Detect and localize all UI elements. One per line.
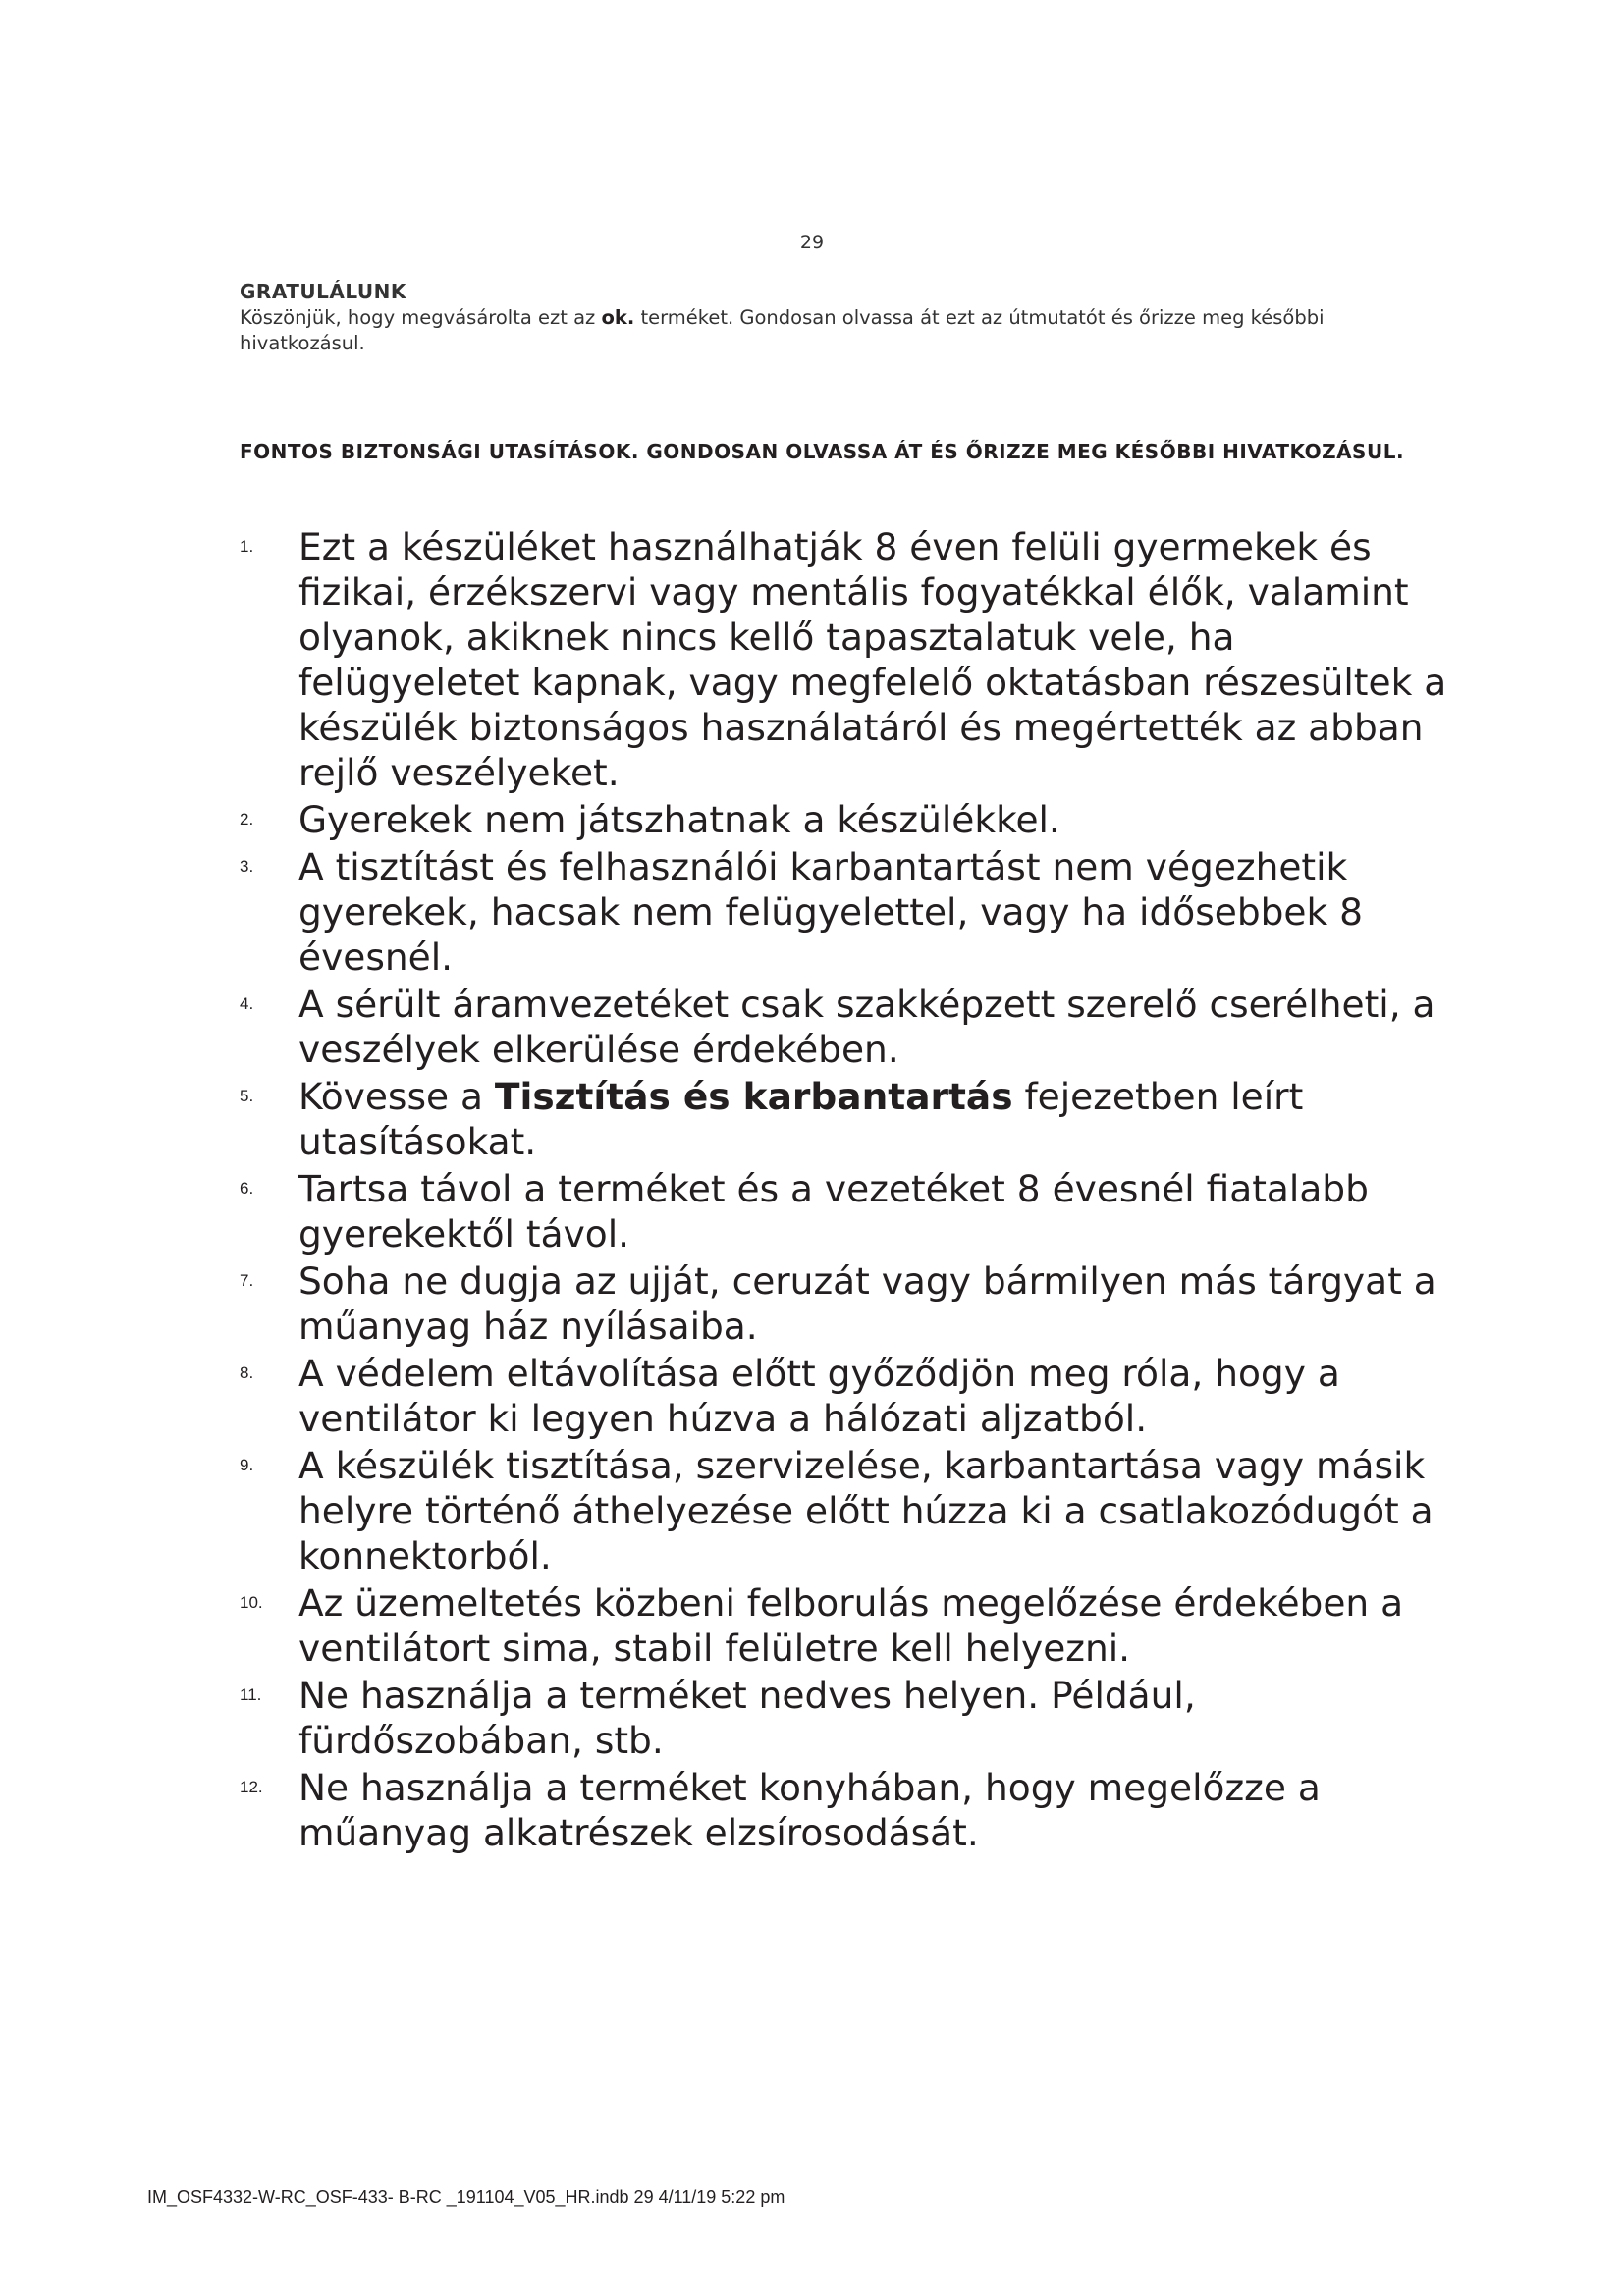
safety-item-11 [240, 1673, 1447, 1763]
item-number: 1. [240, 537, 254, 556]
item-text: Ne használja a terméket konyhában, hogy megelőzze a műanyag alkatrészek elzsírosodását. [298, 1766, 1321, 1854]
print-footer: IM_OSF4332-W-RC_OSF-433- B-RC _191104_V05_HR.indb 29 4/11/19 5:22 pm [147, 2187, 785, 2207]
intro-heading: GRATULÁLUNK [240, 280, 406, 303]
item-text: A sérült áramvezetéket csak szakképzett szerelő cserélheti, a veszélyek elkerülése érdekében. [298, 983, 1435, 1071]
item-text [298, 1074, 1447, 1164]
item-text: A tisztítást és felhasználói karbantartást nem végezhetik gyerekek, hacsak nem felügyelettel, vagy ha idősebbek 8 évesnél. [298, 845, 1364, 979]
item-number: 5. [240, 1087, 254, 1105]
item-text: Ne használja a terméket nedves helyen. Például, fürdőszobában, stb. [298, 1674, 1196, 1762]
item-text-after: fejezetben leírt utasításokat. [298, 1075, 1304, 1163]
item-text: Tartsa távol a terméket és a vezetéket 8 évesnél fiatalabb gyerekektől távol. [298, 1167, 1369, 1255]
item-text: Ezt a készüléket használhatják 8 éven felüli gyermekek és fizikai, érzékszervi vagy mentális fogyatékkal élők, valamint olyanok, akiknek nincs kellő tapasztalatuk vele, ha felügyeletet kapnak, vagy megfelelő oktatásban részesültek a készülék biztonságos használatáról és megértették az abban rejlő veszélyeket. [298, 525, 1447, 794]
item-number: 7. [240, 1271, 254, 1290]
item-text: Gyerekek nem játszhatnak a készülékkel. [298, 798, 1060, 841]
item-text: A védelem eltávolítása előtt győződjön meg róla, hogy a ventilátor ki legyen húzva a hálózati aljzatból. [298, 1352, 1340, 1440]
safety-item-1 [240, 524, 1447, 795]
safety-item-3 [240, 844, 1447, 980]
item-text-before: Kövesse a [298, 1075, 495, 1118]
item-number: 9. [240, 1456, 254, 1474]
page-number: 29 [799, 232, 825, 253]
item-text: Soha ne dugja az ujját, ceruzát vagy bármilyen más tárgyat a műanyag ház nyílásaiba. [298, 1259, 1436, 1348]
item-number: 4. [240, 994, 254, 1013]
intro-text-after-brand: terméket. Gondosan olvassa át ezt az útmutatót és őrizze meg későbbi hivatkozásul. [240, 306, 1325, 354]
item-text: Az üzemeltetés közbeni felborulás megelőzése érdekében a ventilátort sima, stabil felületre kell helyezni. [298, 1581, 1404, 1670]
item-number: 6. [240, 1179, 254, 1198]
item-number: 12. [240, 1778, 263, 1796]
safety-item-7 [240, 1258, 1447, 1349]
safety-item-2 [240, 797, 1447, 842]
item-text: A készülék tisztítása, szervizelése, karbantartása vagy másik helyre történő áthelyezése előtt húzza ki a csatlakozódugót a konnektorból. [298, 1444, 1434, 1577]
item-number: 2. [240, 810, 254, 828]
safety-item-6 [240, 1166, 1447, 1256]
item-number: 10. [240, 1593, 263, 1612]
intro-section [240, 279, 1398, 356]
item-number: 8. [240, 1363, 254, 1382]
cleaning-chapter-reference: Tisztítás és karbantartás [494, 1075, 1013, 1118]
item-number: 3. [240, 857, 254, 876]
safety-instructions-list [240, 524, 1447, 1857]
safety-item-4 [240, 982, 1447, 1072]
safety-heading: FONTOS BIZTONSÁGI UTASÍTÁSOK. GONDOSAN OLVASSA ÁT ÉS ŐRIZZE MEG KÉSŐBBI HIVATKOZÁSUL. [240, 440, 1405, 463]
safety-item-9 [240, 1443, 1447, 1578]
brand-name: ok. [601, 306, 635, 329]
safety-item-12 [240, 1765, 1447, 1855]
item-number: 11. [240, 1685, 262, 1704]
safety-item-10 [240, 1580, 1447, 1671]
safety-item-5 [240, 1074, 1447, 1164]
intro-text-before-brand: Köszönjük, hogy megvásárolta ezt az [240, 306, 602, 329]
safety-item-8 [240, 1351, 1447, 1441]
intro-text [240, 305, 1398, 356]
